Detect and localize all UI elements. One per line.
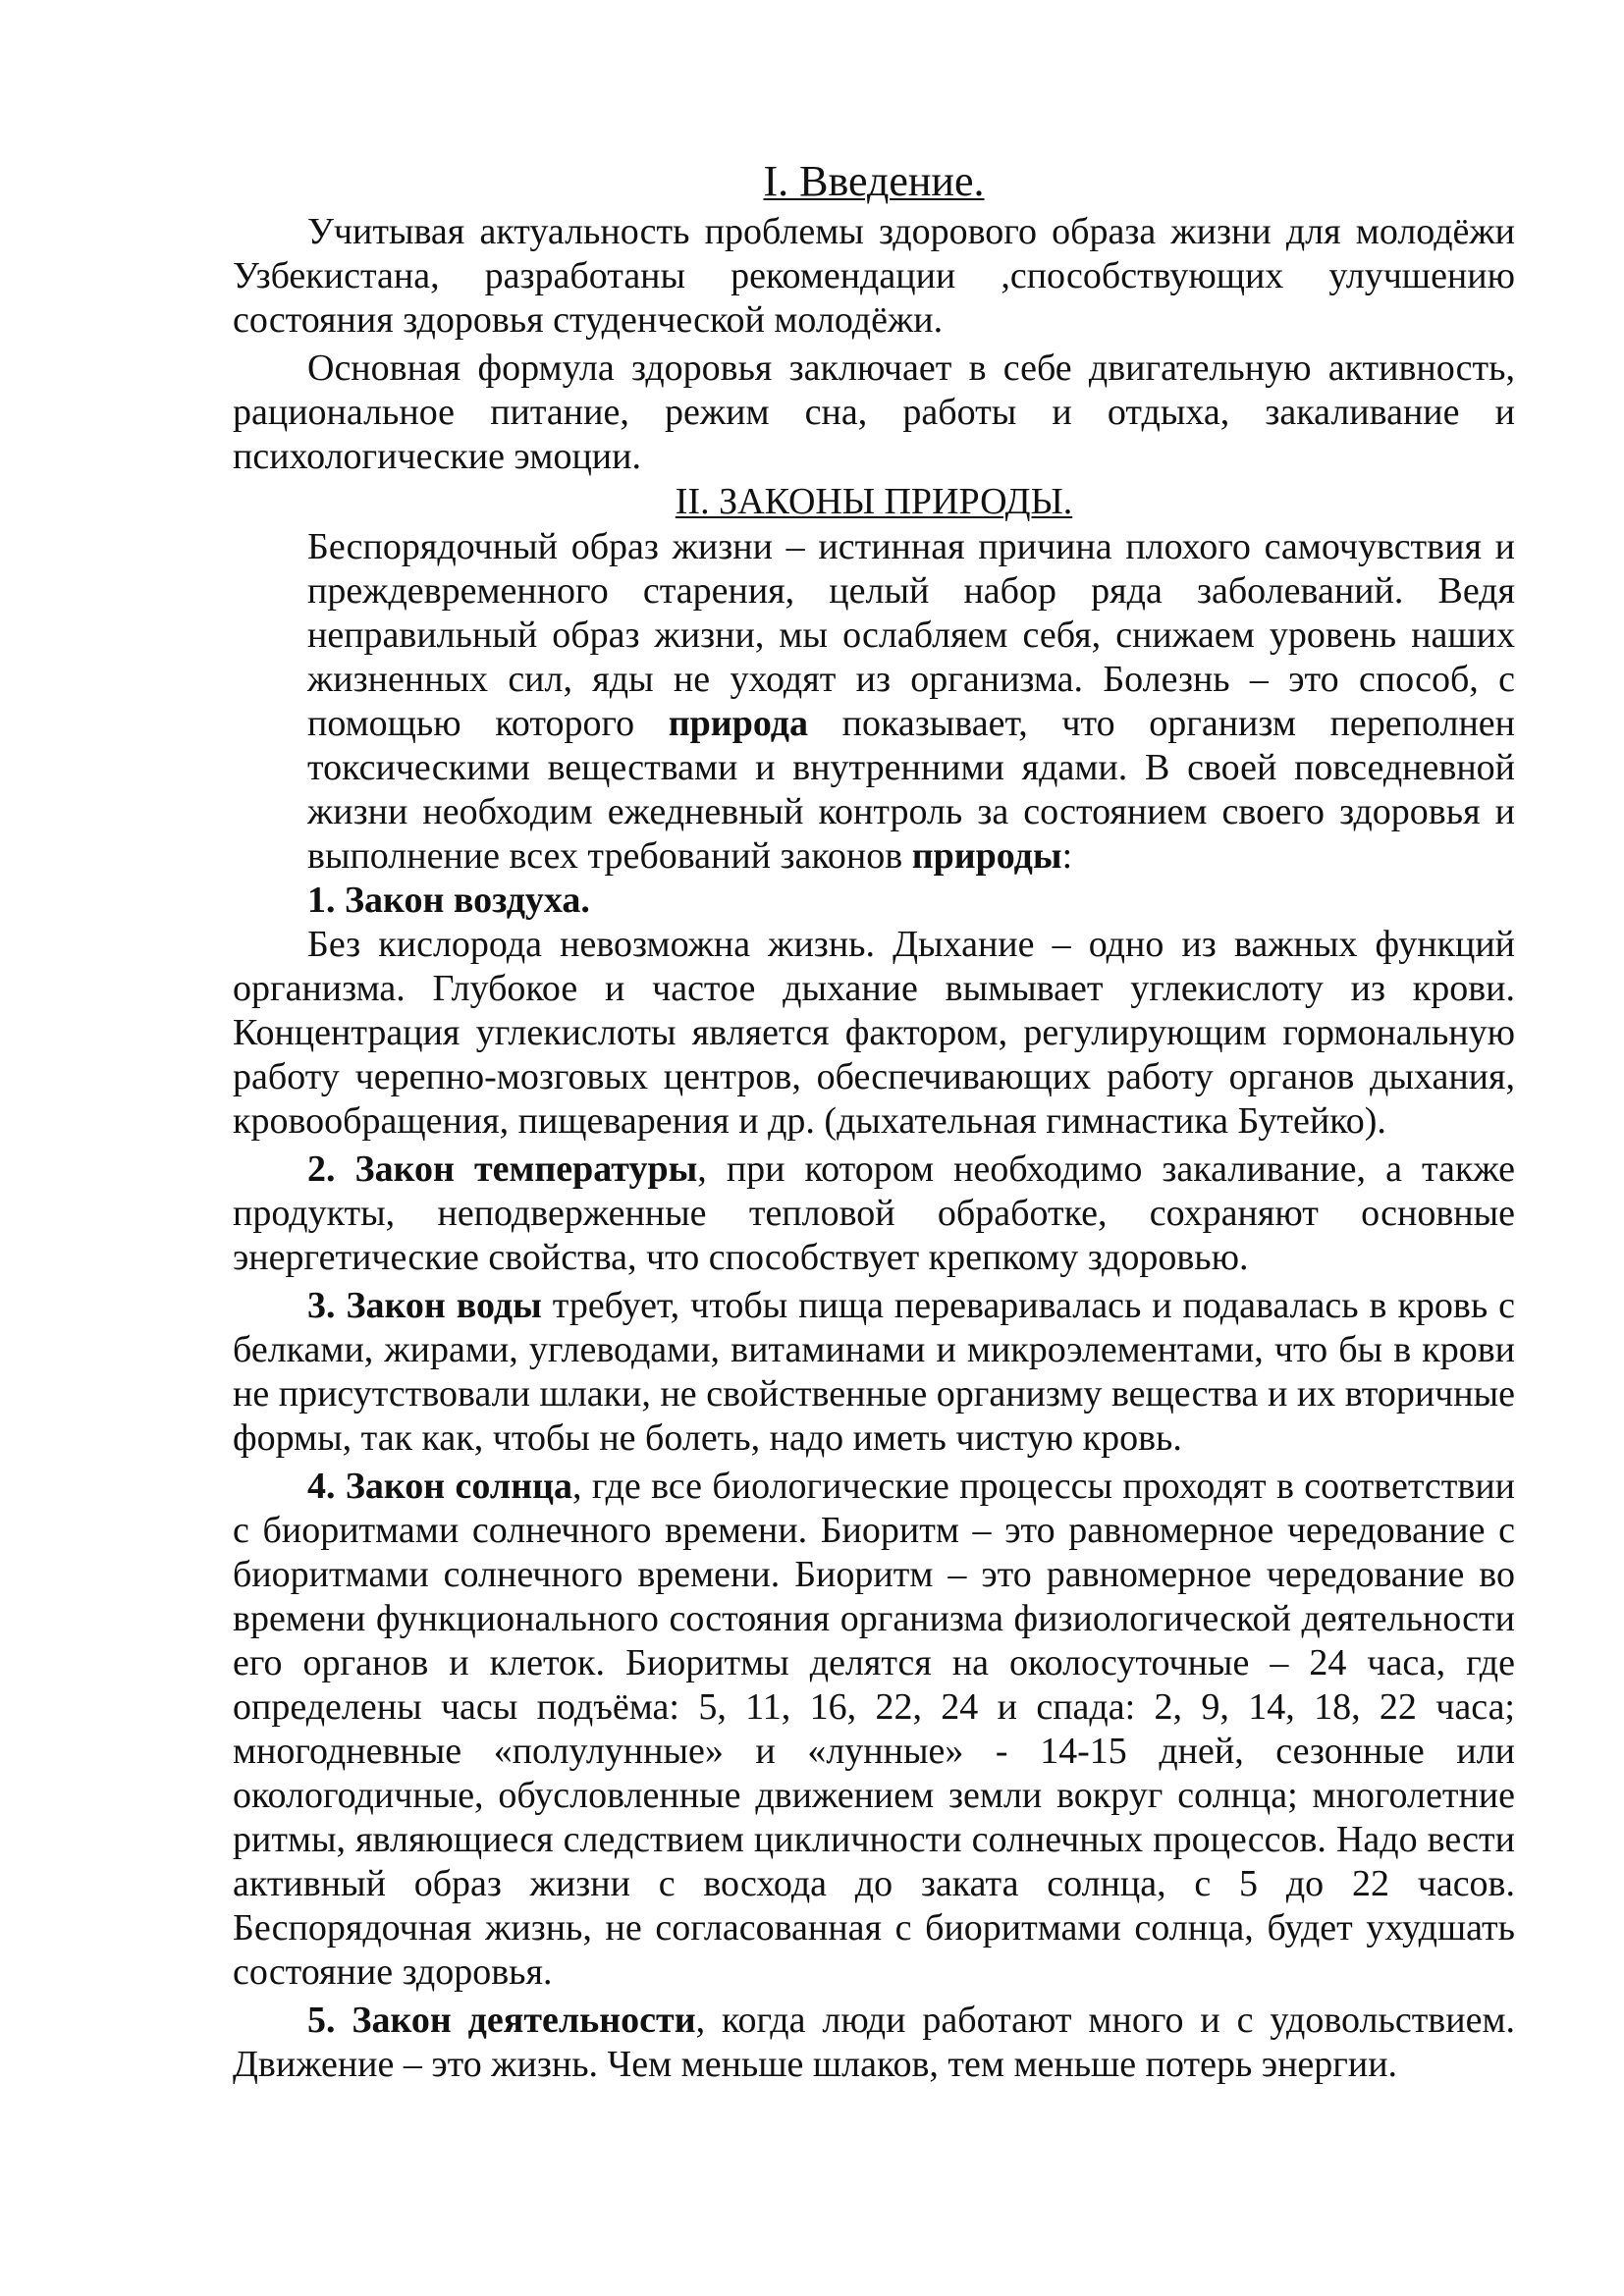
document-page — [233, 155, 1515, 2087]
law-2-paragraph — [233, 1148, 1515, 1280]
intro-paragraph-2: Основная формула здоровья заключает в себе двигательную активность, рациональное питание, режим сна, работы и отдыха, закаливание и психологические эмоции. — [233, 347, 1515, 477]
law-3-paragraph — [233, 1284, 1515, 1461]
law-4-text: , где все биологические процессы проходят в соответствии с биоритмами солнечного времени. Биоритм – это равномерное чередование с биоритмами солнечного времени. Биоритм – это равномерное чередование во времени функционального состояния организма физиологической деятельности его органов и клеток. Биоритмы делятся на околосуточные – 24 часа, где определены часы подъёма: 5, 11, 16, 22, 24 и спада: 2, 9, 14, 18, 22 часа; многодневные «полулунные» и «лунные» - 14-15 дней, сезонные или окологодичные, обусловленные движением земли вокруг солнца; многолетние ритмы, являющиеся следствием цикличности солнечных процессов. Надо вести активный образ жизни с восхода до заката солнца, с 5 до 22 часов. Беспорядочная жизнь, не согласованная с биоритмами солнца, будет ухудшать состояние здоровья. — [233, 1466, 1515, 1993]
laws-intro-bold-2: природы — [911, 835, 1062, 877]
intro-paragraph-1: Учитывая актуальность проблемы здорового образа жизни для молодёжи Узбекистана, разработаны рекомендации ,способствующих улучшению состояния здоровья студенческой молодёжи. — [233, 211, 1515, 341]
laws-intro-block — [233, 525, 1515, 923]
law-2-title: 2. Закон температуры — [307, 1148, 698, 1190]
law-5-text: , когда люди работают много и с удовольствием. Движение – это жизнь. Чем меньше шлаков, тем меньше потерь энергии. — [233, 2000, 1516, 2085]
law-2-text: , при котором необходимо закаливание, а также продукты, неподверженные тепловой обработке, сохраняют основные энергетические свойства, что способствует крепкому здоровью. — [233, 1148, 1516, 1278]
law-3-text: требует, чтобы пища переваривалась и подавалась в кровь с белками, жирами, углеводами, витаминами и микроэлементами, что бы в крови не присутствовали шлаки, не свойственные организму вещества и их вторичные формы, так как, чтобы не болеть, надо иметь чистую кровь. — [233, 1285, 1515, 1459]
laws-intro-text-c: показывает, что организм переполнен токсическими веществами и внутренними ядами. В своей повседневной жизни необходим ежедневный контроль за состоянием своего здоровья и выполнение всех требований законов — [307, 703, 1515, 877]
law-5-paragraph — [233, 1999, 1515, 2087]
laws-intro-bold-1: природа — [668, 703, 808, 744]
laws-intro-paragraph — [307, 525, 1515, 879]
law-3-title: 3. Закон воды — [307, 1285, 542, 1326]
law-1-title: 1. Закон воздуха. — [307, 880, 590, 921]
law-1-paragraph: Без кислорода невозможна жизнь. Дыхание – одно из важных функций организма. Глубокое и частое дыхание вымывает углекислоту из крови. Концентрация углекислоты является фактором, регулирующим гормональную работу черепно-мозговых центров, обеспечивающих работу органов дыхания, кровообращения, пищеварения и др. (дыхательная гимнастика Бутейко). — [233, 924, 1515, 1142]
law-4-paragraph — [233, 1465, 1515, 1995]
laws-intro-text-a: Беспорядочный образ жизни – истинная причина плохого самочувствия и преждевременного старения, целый набор ряда заболеваний. Ведя неправильный образ жизни, мы ослабляем себя, снижаем уровень наших жизненных сил, яды не уходят из организма. Болезнь – это способ, с помощью которого — [307, 526, 1515, 744]
section-title-laws-of-nature: II. ЗАКОНЫ ПРИРОДЫ. — [675, 481, 1073, 522]
section-title-introduction: I. Введение. — [763, 157, 985, 205]
law-1-heading — [307, 879, 1515, 923]
laws-intro-text-d: : — [1061, 835, 1073, 877]
law-5-title: 5. Закон деятельности — [307, 2000, 696, 2041]
law-4-title: 4. Закон солнца — [307, 1466, 573, 1507]
